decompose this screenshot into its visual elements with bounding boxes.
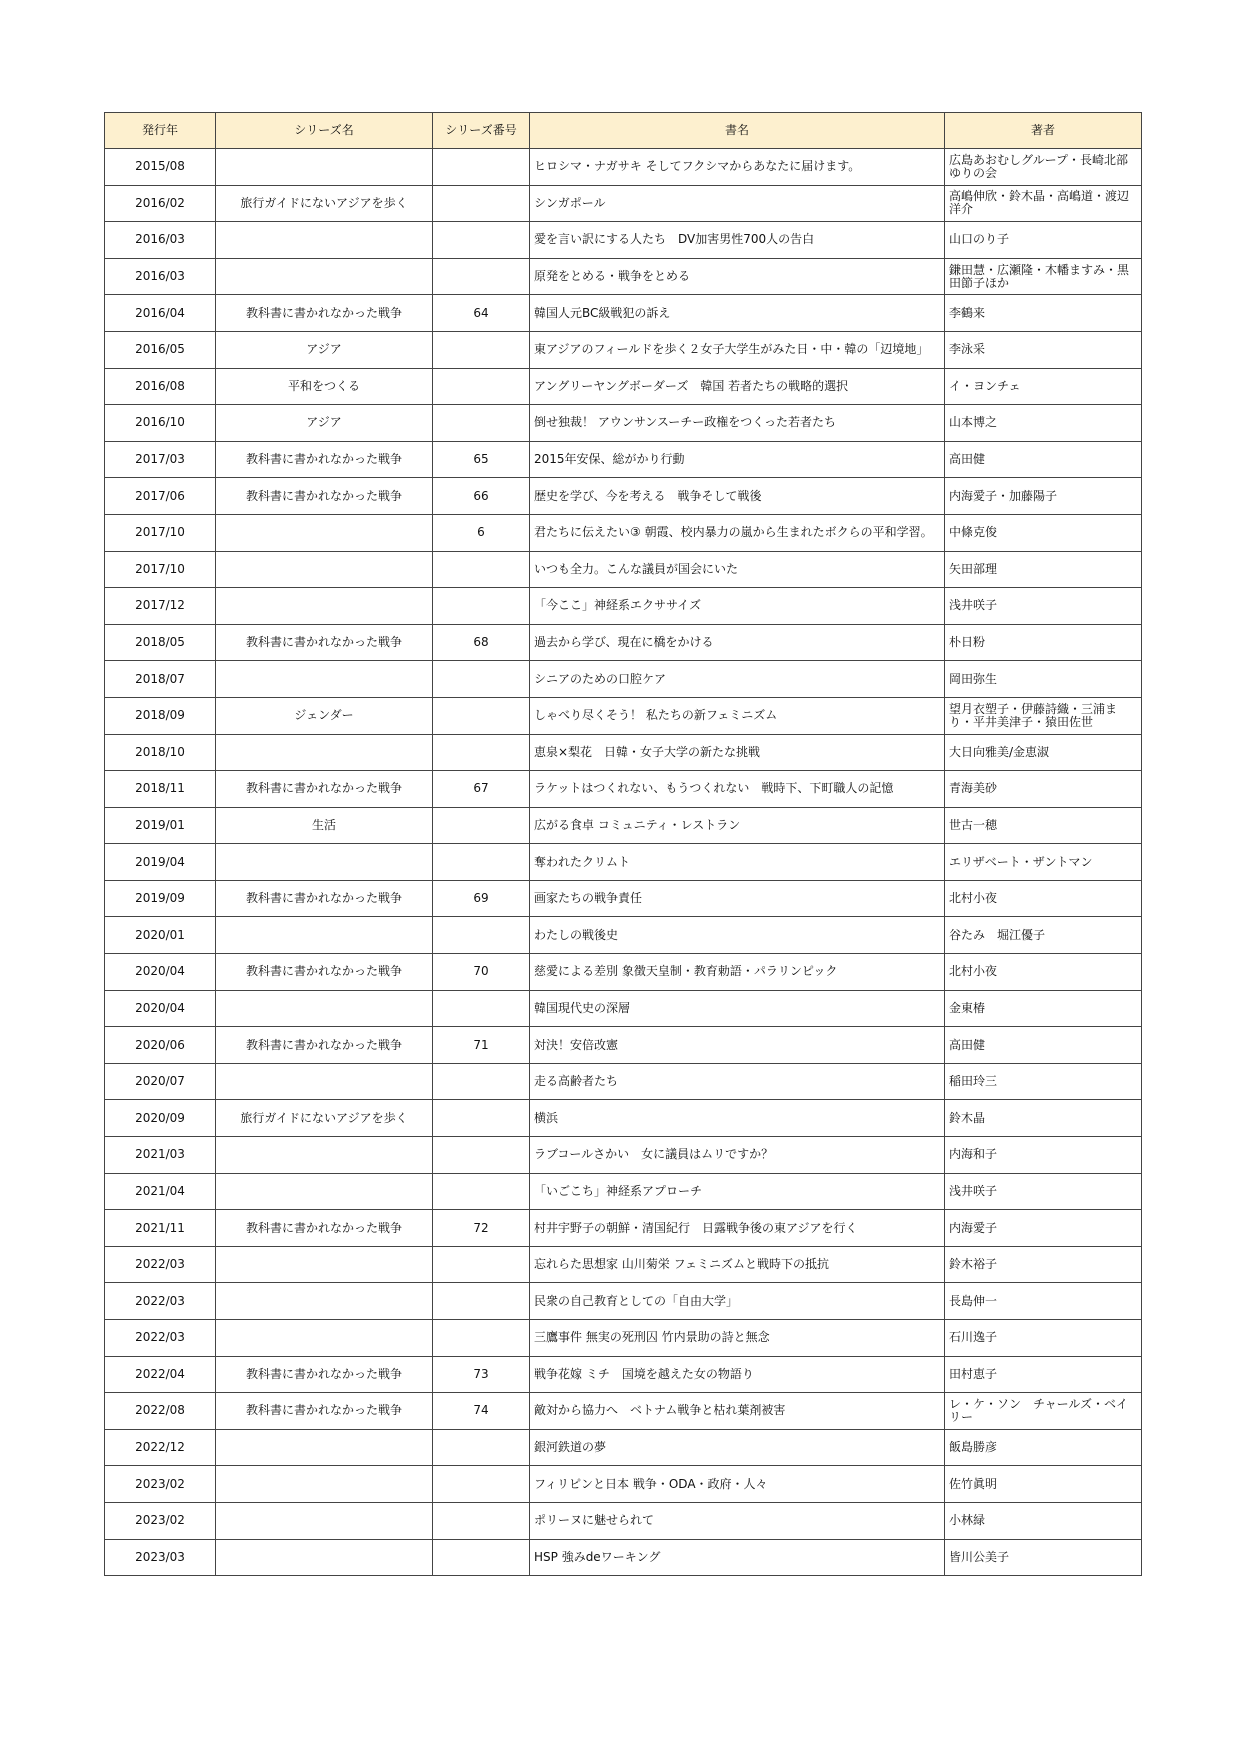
cell-series-number (433, 1320, 530, 1357)
cell-author: 稲田玲三 (945, 1063, 1142, 1100)
cell-publish-date: 2020/04 (105, 954, 216, 991)
cell-book-title: 東アジアのフィールドを歩く２女子大学生がみた日・中・韓の「辺境地」 (530, 331, 945, 368)
cell-series-number (433, 185, 530, 222)
cell-book-title: 走る高齢者たち (530, 1063, 945, 1100)
cell-series-number (433, 222, 530, 259)
cell-author: 浅井咲子 (945, 588, 1142, 625)
cell-series-name (216, 1246, 433, 1283)
cell-series-number (433, 368, 530, 405)
cell-series-name (216, 917, 433, 954)
cell-series-name (216, 661, 433, 698)
cell-publish-date: 2022/08 (105, 1393, 216, 1430)
header-book-title: 書名 (530, 113, 945, 149)
cell-series-number (433, 405, 530, 442)
cell-book-title: 君たちに伝えたい③ 朝霞、校内暴力の嵐から生まれたボクらの平和学習。 (530, 514, 945, 551)
cell-series-name: 教科書に書かれなかった戦争 (216, 1027, 433, 1064)
cell-book-title: 対決！安倍改憲 (530, 1027, 945, 1064)
cell-series-name: 教科書に書かれなかった戦争 (216, 771, 433, 808)
table-row (105, 1100, 1142, 1137)
table-row (105, 185, 1142, 222)
table-row (105, 771, 1142, 808)
cell-author: 高田健 (945, 441, 1142, 478)
header-series-number: シリーズ番号 (433, 113, 530, 149)
cell-book-title: 倒せ独裁！ アウンサンスーチー政権をつくった若者たち (530, 405, 945, 442)
cell-series-number (433, 1173, 530, 1210)
cell-publish-date: 2020/04 (105, 990, 216, 1027)
cell-series-number (433, 1429, 530, 1466)
cell-series-name (216, 149, 433, 186)
cell-author: 長島伸一 (945, 1283, 1142, 1320)
cell-publish-date: 2019/09 (105, 880, 216, 917)
cell-series-number (433, 1502, 530, 1539)
cell-publish-date: 2018/11 (105, 771, 216, 808)
cell-author: 矢田部理 (945, 551, 1142, 588)
cell-author: 浅井咲子 (945, 1173, 1142, 1210)
cell-series-number: 71 (433, 1027, 530, 1064)
table-row (105, 624, 1142, 661)
cell-series-number: 67 (433, 771, 530, 808)
cell-series-name: 教科書に書かれなかった戦争 (216, 441, 433, 478)
cell-series-name: ジェンダー (216, 697, 433, 734)
table-row (105, 588, 1142, 625)
cell-publish-date: 2020/01 (105, 917, 216, 954)
cell-author: 佐竹眞明 (945, 1466, 1142, 1503)
cell-author: 青海美砂 (945, 771, 1142, 808)
cell-book-title: 恵泉×梨花 日韓・女子大学の新たな挑戦 (530, 734, 945, 771)
cell-author: 内海愛子・加藤陽子 (945, 478, 1142, 515)
table-row (105, 1502, 1142, 1539)
cell-series-number (433, 917, 530, 954)
cell-series-name (216, 258, 433, 295)
table-row (105, 222, 1142, 259)
cell-series-name: 教科書に書かれなかった戦争 (216, 880, 433, 917)
table-row (105, 807, 1142, 844)
cell-book-title: ラケットはつくれない、もうつくれない 戦時下、下町職人の記憶 (530, 771, 945, 808)
cell-publish-date: 2022/03 (105, 1283, 216, 1320)
cell-series-number (433, 149, 530, 186)
table-row (105, 478, 1142, 515)
book-list-table (104, 112, 1142, 1576)
table-row (105, 1137, 1142, 1174)
cell-publish-date: 2018/05 (105, 624, 216, 661)
table-row (105, 1246, 1142, 1283)
cell-author: 高田健 (945, 1027, 1142, 1064)
cell-series-number (433, 1063, 530, 1100)
cell-book-title: 三鷹事件 無実の死刑囚 竹内景助の詩と無念 (530, 1320, 945, 1357)
table-row (105, 1320, 1142, 1357)
book-list-sheet (104, 112, 1141, 1576)
cell-author: 北村小夜 (945, 880, 1142, 917)
cell-series-name: 生活 (216, 807, 433, 844)
cell-author: 朴日粉 (945, 624, 1142, 661)
cell-author: 谷たみ 堀江優子 (945, 917, 1142, 954)
cell-series-name (216, 1429, 433, 1466)
cell-book-title: いつも全力。こんな議員が国会にいた (530, 551, 945, 588)
cell-book-title: 奪われたクリムト (530, 844, 945, 881)
cell-series-name (216, 514, 433, 551)
cell-publish-date: 2017/10 (105, 551, 216, 588)
cell-series-number (433, 661, 530, 698)
cell-publish-date: 2016/10 (105, 405, 216, 442)
table-header (105, 113, 1142, 149)
header-publish-date: 発行年 (105, 113, 216, 149)
table-row (105, 954, 1142, 991)
cell-series-name: アジア (216, 405, 433, 442)
cell-book-title: 「いごこち」神経系アプローチ (530, 1173, 945, 1210)
cell-series-number (433, 1100, 530, 1137)
cell-series-name (216, 222, 433, 259)
cell-series-number (433, 1246, 530, 1283)
cell-publish-date: 2019/01 (105, 807, 216, 844)
table-row (105, 1356, 1142, 1393)
cell-publish-date: 2018/07 (105, 661, 216, 698)
cell-book-title: 横浜 (530, 1100, 945, 1137)
cell-publish-date: 2015/08 (105, 149, 216, 186)
cell-series-name (216, 1539, 433, 1576)
cell-author: 李鶴来 (945, 295, 1142, 332)
cell-series-number (433, 844, 530, 881)
table-row (105, 368, 1142, 405)
cell-publish-date: 2021/04 (105, 1173, 216, 1210)
cell-publish-date: 2017/03 (105, 441, 216, 478)
cell-series-number (433, 1539, 530, 1576)
cell-author: 北村小夜 (945, 954, 1142, 991)
cell-book-title: 韓国人元BC級戦犯の訴え (530, 295, 945, 332)
table-row (105, 990, 1142, 1027)
table-row (105, 1466, 1142, 1503)
table-row (105, 880, 1142, 917)
cell-series-name: 教科書に書かれなかった戦争 (216, 478, 433, 515)
cell-series-name (216, 734, 433, 771)
cell-book-title: 2015年安保、総がかり行動 (530, 441, 945, 478)
cell-series-name (216, 1137, 433, 1174)
cell-book-title: フィリピンと日本 戦争・ODA・政府・人々 (530, 1466, 945, 1503)
cell-author: 大日向雅美/金恵淑 (945, 734, 1142, 771)
cell-series-name: 教科書に書かれなかった戦争 (216, 1356, 433, 1393)
cell-publish-date: 2016/08 (105, 368, 216, 405)
cell-book-title: ポリーヌに魅せられて (530, 1502, 945, 1539)
table-row (105, 1393, 1142, 1430)
cell-author: 山口のり子 (945, 222, 1142, 259)
cell-series-name (216, 1063, 433, 1100)
cell-publish-date: 2020/06 (105, 1027, 216, 1064)
cell-publish-date: 2022/03 (105, 1320, 216, 1357)
cell-series-number: 68 (433, 624, 530, 661)
table-row (105, 441, 1142, 478)
cell-series-number: 6 (433, 514, 530, 551)
cell-publish-date: 2017/12 (105, 588, 216, 625)
table-row (105, 697, 1142, 734)
cell-book-title: ヒロシマ・ナガサキ そしてフクシマからあなたに届けます。 (530, 149, 945, 186)
cell-book-title: 韓国現代史の深層 (530, 990, 945, 1027)
cell-series-name: 教科書に書かれなかった戦争 (216, 295, 433, 332)
cell-series-name: 教科書に書かれなかった戦争 (216, 624, 433, 661)
cell-book-title: 画家たちの戦争責任 (530, 880, 945, 917)
cell-publish-date: 2023/02 (105, 1502, 216, 1539)
table-row (105, 1283, 1142, 1320)
cell-author: 鈴木晶 (945, 1100, 1142, 1137)
cell-publish-date: 2023/02 (105, 1466, 216, 1503)
cell-publish-date: 2023/03 (105, 1539, 216, 1576)
table-row (105, 1429, 1142, 1466)
cell-series-name (216, 990, 433, 1027)
cell-book-title: 過去から学び、現在に橋をかける (530, 624, 945, 661)
cell-book-title: ラブコールさかい 女に議員はムリですか？ (530, 1137, 945, 1174)
cell-publish-date: 2020/09 (105, 1100, 216, 1137)
cell-author: 内海和子 (945, 1137, 1142, 1174)
cell-author: 中條克俊 (945, 514, 1142, 551)
table-row (105, 1027, 1142, 1064)
cell-author: 李泳采 (945, 331, 1142, 368)
cell-author: イ・ヨンチェ (945, 368, 1142, 405)
cell-series-number (433, 734, 530, 771)
cell-author: 皆川公美子 (945, 1539, 1142, 1576)
cell-series-name (216, 844, 433, 881)
cell-publish-date: 2016/03 (105, 222, 216, 259)
cell-series-number (433, 551, 530, 588)
cell-publish-date: 2022/03 (105, 1246, 216, 1283)
table-row (105, 917, 1142, 954)
cell-book-title: 慈愛による差別 象徴天皇制・教育勅語・パラリンピック (530, 954, 945, 991)
cell-publish-date: 2016/02 (105, 185, 216, 222)
cell-series-name: 教科書に書かれなかった戦争 (216, 954, 433, 991)
cell-author: 田村恵子 (945, 1356, 1142, 1393)
cell-book-title: 村井宇野子の朝鮮・清国紀行 日露戦争後の東アジアを行く (530, 1210, 945, 1247)
cell-series-number: 74 (433, 1393, 530, 1430)
cell-author: レ・ケ・ソン チャールズ・ベイリー (945, 1393, 1142, 1430)
table-row (105, 551, 1142, 588)
cell-publish-date: 2017/10 (105, 514, 216, 551)
cell-series-number (433, 258, 530, 295)
cell-series-number: 66 (433, 478, 530, 515)
cell-author: 望月衣塑子・伊藤詩織・三浦まり・平井美津子・猿田佐世 (945, 697, 1142, 734)
cell-book-title: シニアのための口腔ケア (530, 661, 945, 698)
cell-publish-date: 2022/12 (105, 1429, 216, 1466)
cell-book-title: 「今ここ」神経系エクササイズ (530, 588, 945, 625)
cell-author: 鈴木裕子 (945, 1246, 1142, 1283)
cell-series-number (433, 697, 530, 734)
cell-author: 広島あおむしグループ・長崎北部ゆりの会 (945, 149, 1142, 186)
table-row (105, 1173, 1142, 1210)
cell-book-title: 広がる食卓 コミュニティ・レストラン (530, 807, 945, 844)
table-row (105, 331, 1142, 368)
table-row (105, 1063, 1142, 1100)
cell-publish-date: 2022/04 (105, 1356, 216, 1393)
cell-book-title: 戦争花嫁 ミチ 国境を越えた女の物語り (530, 1356, 945, 1393)
cell-series-number: 73 (433, 1356, 530, 1393)
cell-series-name (216, 1320, 433, 1357)
table-row (105, 514, 1142, 551)
cell-book-title: シンガポール (530, 185, 945, 222)
cell-series-number (433, 1283, 530, 1320)
cell-series-name: 旅行ガイドにないアジアを歩く (216, 185, 433, 222)
cell-author: 内海愛子 (945, 1210, 1142, 1247)
cell-book-title: 忘れらた思想家 山川菊栄 フェミニズムと戦時下の抵抗 (530, 1246, 945, 1283)
cell-series-number (433, 331, 530, 368)
cell-author: 世古一穂 (945, 807, 1142, 844)
cell-series-name (216, 588, 433, 625)
cell-series-number (433, 1466, 530, 1503)
header-series-name: シリーズ名 (216, 113, 433, 149)
cell-book-title: 愛を言い訳にする人たち DV加害男性700人の告白 (530, 222, 945, 259)
cell-series-number: 65 (433, 441, 530, 478)
cell-book-title: 歴史を学び、今を考える 戦争そして戦後 (530, 478, 945, 515)
cell-author: 鎌田慧・広瀬隆・木幡ますみ・黒田節子ほか (945, 258, 1142, 295)
cell-series-name: 教科書に書かれなかった戦争 (216, 1393, 433, 1430)
cell-series-name (216, 551, 433, 588)
cell-publish-date: 2019/04 (105, 844, 216, 881)
cell-publish-date: 2018/10 (105, 734, 216, 771)
cell-series-number (433, 990, 530, 1027)
cell-series-name: 教科書に書かれなかった戦争 (216, 1210, 433, 1247)
cell-book-title: アングリーヤングボーダーズ 韓国 若者たちの戦略的選択 (530, 368, 945, 405)
cell-series-name (216, 1283, 433, 1320)
cell-publish-date: 2020/07 (105, 1063, 216, 1100)
table-row (105, 149, 1142, 186)
table-row (105, 734, 1142, 771)
cell-series-name (216, 1173, 433, 1210)
cell-book-title: 民衆の自己教育としての「自由大学」 (530, 1283, 945, 1320)
cell-book-title: わたしの戦後史 (530, 917, 945, 954)
table-row (105, 661, 1142, 698)
table-row (105, 295, 1142, 332)
cell-publish-date: 2021/11 (105, 1210, 216, 1247)
cell-publish-date: 2016/05 (105, 331, 216, 368)
cell-author: 高嶋伸欣・鈴木晶・高嶋道・渡辺洋介 (945, 185, 1142, 222)
cell-series-name: アジア (216, 331, 433, 368)
cell-author: 石川逸子 (945, 1320, 1142, 1357)
table-body (105, 149, 1142, 1576)
cell-author: エリザベート・ザントマン (945, 844, 1142, 881)
cell-book-title: 銀河鉄道の夢 (530, 1429, 945, 1466)
table-row (105, 1539, 1142, 1576)
cell-publish-date: 2016/04 (105, 295, 216, 332)
cell-series-number: 70 (433, 954, 530, 991)
cell-author: 金東椿 (945, 990, 1142, 1027)
cell-series-name: 旅行ガイドにないアジアを歩く (216, 1100, 433, 1137)
header-author: 著者 (945, 113, 1142, 149)
cell-series-number: 72 (433, 1210, 530, 1247)
cell-series-number: 69 (433, 880, 530, 917)
table-row (105, 405, 1142, 442)
table-row (105, 844, 1142, 881)
cell-series-name (216, 1502, 433, 1539)
cell-author: 山本博之 (945, 405, 1142, 442)
cell-publish-date: 2021/03 (105, 1137, 216, 1174)
cell-book-title: 原発をとめる・戦争をとめる (530, 258, 945, 295)
cell-series-number: 64 (433, 295, 530, 332)
cell-author: 飯島勝彦 (945, 1429, 1142, 1466)
cell-series-number (433, 1137, 530, 1174)
cell-publish-date: 2016/03 (105, 258, 216, 295)
cell-book-title: HSP 強みdeワーキング (530, 1539, 945, 1576)
cell-series-number (433, 588, 530, 625)
cell-publish-date: 2018/09 (105, 697, 216, 734)
cell-series-name (216, 1466, 433, 1503)
header-row (105, 113, 1142, 149)
cell-author: 岡田弥生 (945, 661, 1142, 698)
cell-series-number (433, 807, 530, 844)
cell-series-name: 平和をつくる (216, 368, 433, 405)
cell-publish-date: 2017/06 (105, 478, 216, 515)
cell-book-title: 敵対から協力へ ベトナム戦争と枯れ葉剤被害 (530, 1393, 945, 1430)
cell-book-title: しゃべり尽くそう！ 私たちの新フェミニズム (530, 697, 945, 734)
cell-author: 小林緑 (945, 1502, 1142, 1539)
table-row (105, 1210, 1142, 1247)
table-row (105, 258, 1142, 295)
